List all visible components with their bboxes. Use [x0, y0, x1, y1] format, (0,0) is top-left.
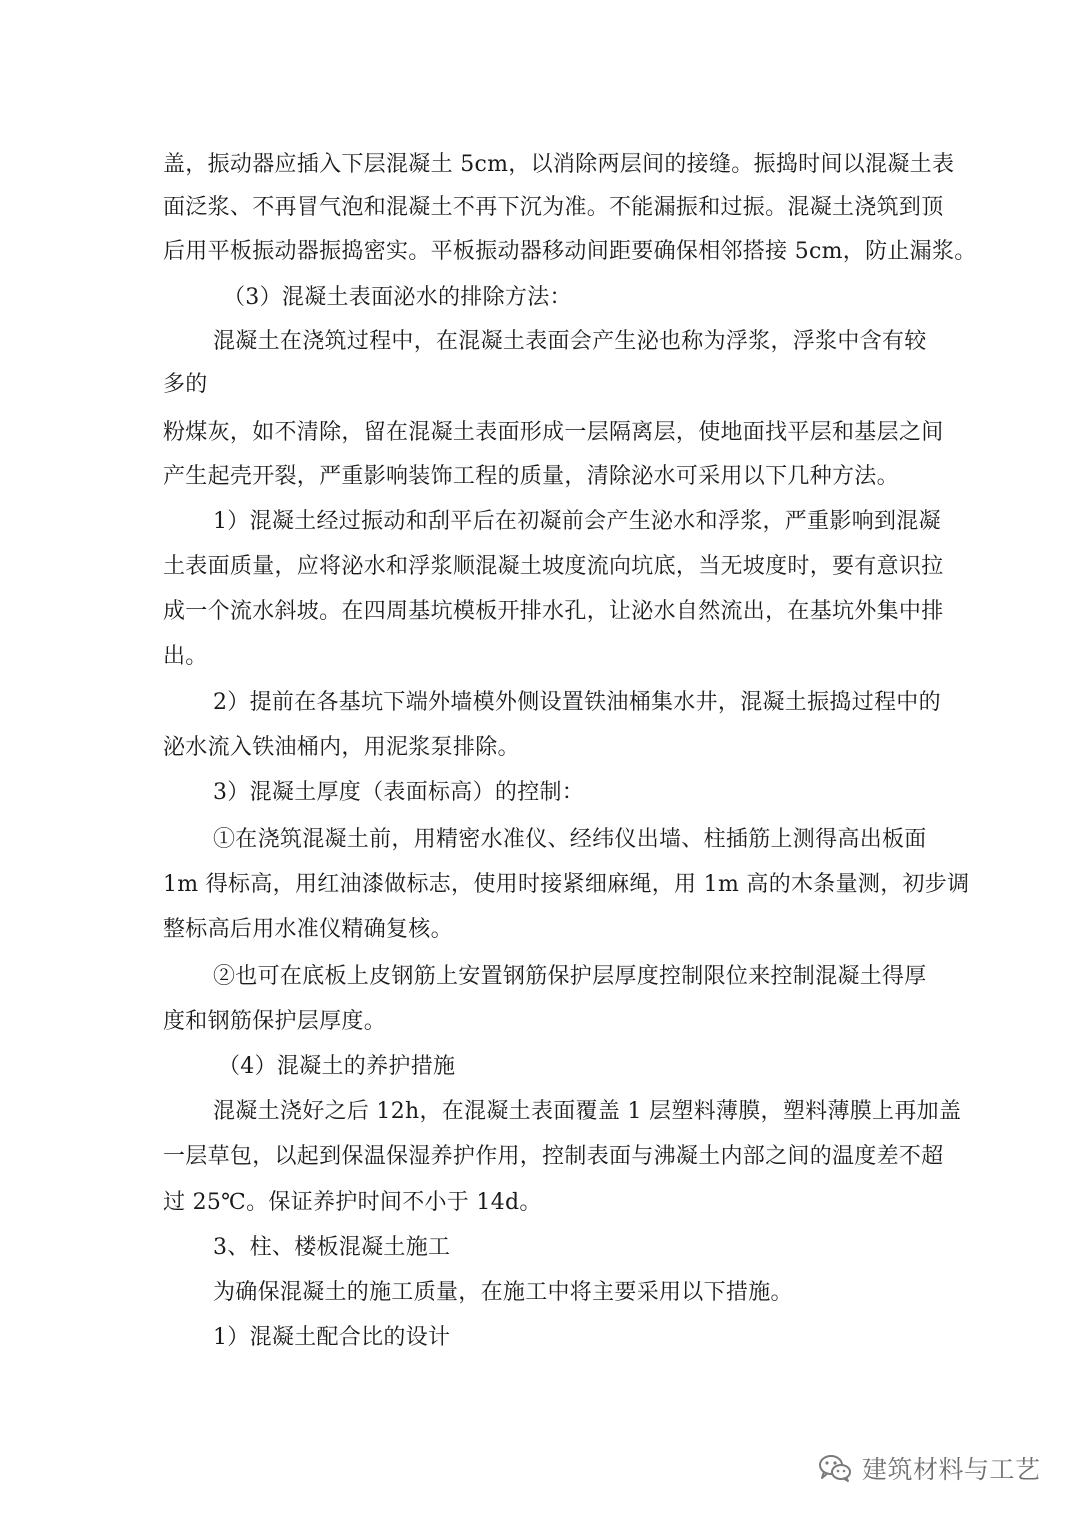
text-line: 泌水流入铁油桶内，用泥浆泵排除。: [163, 735, 520, 760]
text-line: 度和钢筋保护层厚度。: [163, 1009, 387, 1034]
text-line: 2）提前在各基坑下端外墙模外侧设置铁油桶集水井，混凝土振捣过程中的: [213, 690, 941, 715]
text-line: 过 25℃。保证养护时间不小于 14d。: [163, 1190, 542, 1215]
text-line: （3）混凝土表面泌水的排除方法：: [223, 285, 572, 310]
text-line: 面泛浆、不再冒气泡和混凝土不再下沉为准。不能漏振和过振。混凝土浇筑到顶: [163, 195, 944, 220]
text-line: 产生起壳开裂，严重影响装饰工程的质量，清除泌水可采用以下几种方法。: [163, 464, 899, 489]
text-line: ①在浇筑混凝土前，用精密水准仪、经纬仪出墙、柱插筋上测得高出板面: [213, 827, 927, 852]
text-line: 土表面质量，应将泌水和浮浆顺混凝土坡度流向坑底，当无坡度时，要有意识拉: [163, 554, 944, 579]
text-line: 出。: [163, 644, 208, 669]
text-line: 混凝土在浇筑过程中，在混凝土表面会产生泌也称为浮浆，浮浆中含有较: [213, 329, 927, 354]
text-line: ②也可在底板上皮钢筋上安置钢筋保护层厚度控制限位来控制混凝土得厚: [213, 964, 927, 989]
text-line: 混凝土浇好之后 12h，在混凝土表面覆盖 1 层塑料薄膜，塑料薄膜上再加盖: [213, 1099, 962, 1124]
text-line: 成一个流水斜坡。在四周基坑模板开排水孔，让泌水自然流出，在基坑外集中排: [163, 599, 944, 624]
text-line: 盖，振动器应插入下层混凝土 5cm，以消除两层间的接缝。振捣时间以混凝土表: [163, 152, 955, 177]
text-line: （4）混凝土的养护措施: [218, 1054, 456, 1079]
text-line: 3、柱、楼板混凝土施工: [213, 1235, 451, 1260]
text-line: 粉煤灰，如不清除，留在混凝土表面形成一层隔离层，使地面找平层和基层之间: [163, 420, 944, 445]
text-line: 一层草包，以起到保温保湿养护作用，控制表面与沸凝土内部之间的温度差不超: [163, 1144, 944, 1169]
text-line: 为确保混凝土的施工质量，在施工中将主要采用以下措施。: [213, 1280, 793, 1305]
text-line: 1）混凝土配合比的设计: [213, 1325, 451, 1350]
text-line: 1m 得标高，用红油漆做标志，使用时接紧细麻绳，用 1m 高的木条量测，初步调: [163, 872, 970, 897]
watermark-text: 建筑材料与工艺: [862, 1455, 1041, 1484]
text-line: 整标高后用水准仪精确复核。: [163, 917, 453, 942]
watermark: [818, 1448, 1041, 1488]
text-line: 后用平板振动器振捣密实。平板振动器移动间距要确保相邻搭接 5cm，防止漏浆。: [163, 239, 977, 264]
wechat-icon: [818, 1453, 852, 1483]
text-line: 3）混凝土厚度（表面标高）的控制：: [213, 780, 585, 805]
text-line: 多的: [163, 372, 208, 397]
text-line: 1）混凝土经过振动和刮平后在初凝前会产生泌水和浮浆，严重影响到混凝: [213, 509, 941, 534]
